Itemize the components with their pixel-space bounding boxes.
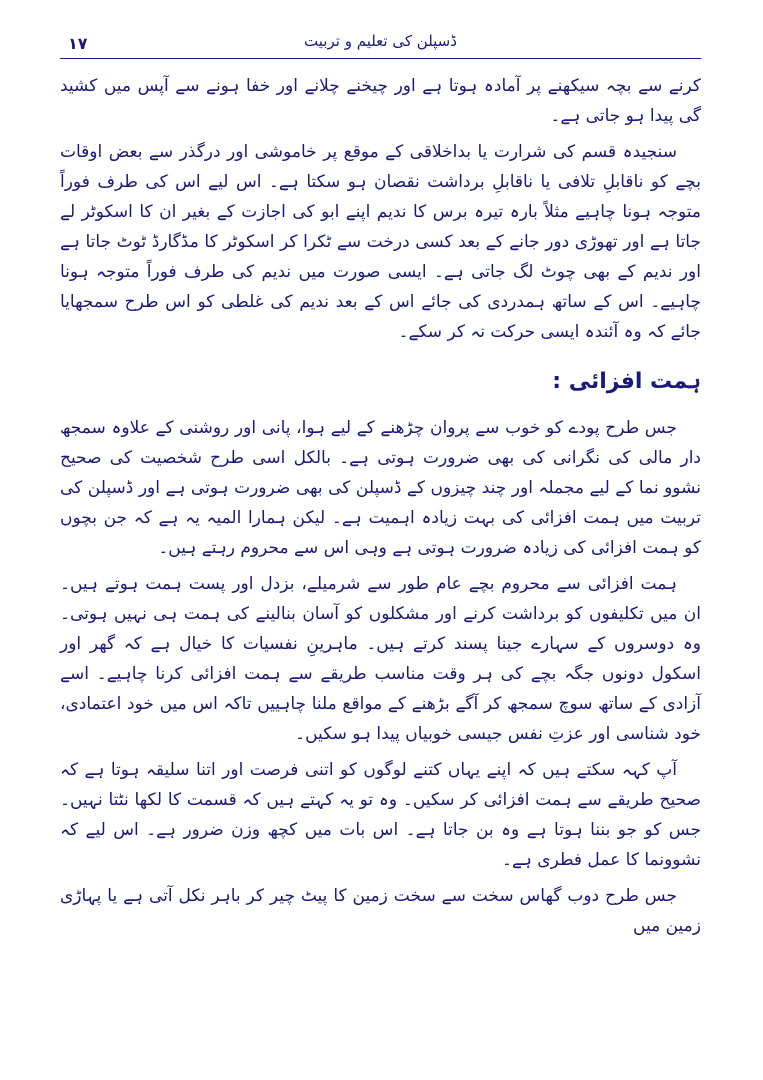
- section-heading: ہمت افزائی :: [552, 369, 701, 394]
- running-title: ڈسپلن کی تعلیم و تربیت: [304, 32, 457, 50]
- page-body: [60, 71, 701, 941]
- page-number: ١٧: [68, 34, 88, 53]
- paragraph: آپ کہہ سکتے ہیں کہ اپنے یہاں کتنے لوگوں کو اتنی فرصت اور اتنا سلیقہ ہوتا ہے کہ صحیح طریقے سے ہمت افزائی کر سکیں۔ وہ تو یہ کہتے ہیں کہ قسمت کا لکھا نٹتا نہیں۔ جس کو جو بننا ہوتا ہے وہ بن جاتا ہے۔ اس بات میں کچھ وزن ضرور ہے۔ اس لیے کہ نشوونما کا عمل فطری ہے۔: [60, 760, 701, 870]
- paragraph: سنجیدہ قسم کی شرارت یا بداخلاقی کے موقع پر خاموشی اور درگذر سے بعض اوقات بچے کو ناقابلِ تلافی یا ناقابلِ برداشت نقصان ہو سکتا ہے۔ اس لیے اس کی طرف فوراً متوجہ ہونا چاہیے مثلاً بارہ تیرہ برس کا ندیم اپنے ابو کی اجازت کے بغیر ان کا اسکوٹر لے جاتا ہے اور تھوڑی دور جانے کے بعد کسی درخت سے ٹکرا کر اسکوٹر کا مڈگارڈ ٹوٹ جاتا ہے اور ندیم کے بھی چوٹ لگ جاتی ہے۔ ایسی صورت میں ندیم کی طرف فوراً متوجہ ہونا چاہیے۔ اس کے ساتھ ہمدردی کی جائے اس کے بعد ندیم کی غلطی کو اس طرح سمجھایا جائے کہ وہ آئندہ ایسی حرکت نہ کر سکے۔: [60, 142, 701, 342]
- paragraph: ہمت افزائی سے محروم بچے عام طور سے شرمیلے، بزدل اور پست ہمت ہوتے ہیں۔ ان میں تکلیفوں کو برداشت کرنے اور مشکلوں کو آسان بنالینے کی ہمت ہی نہیں ہوتی۔ وہ دوسروں کے سہارے جینا پسند کرتے ہیں۔ ماہرینِ نفسیات کا خیال ہے کہ گھر اور اسکول دونوں جگہ بچے کی ہر وقت مناسب طریقے سے ہمت افزائی کرنا چاہیے۔ اسے آزادی کے ساتھ سوچ سمجھ کر آگے بڑھنے کے مواقع ملنا چاہییں تاکہ اس میں خود اعتمادی، خود شناسی اور عزتِ نفس جیسی خوبیاں پیدا ہو سکیں۔: [60, 574, 701, 744]
- paragraph-continued: کرنے سے بچہ سیکھنے پر آمادہ ہوتا ہے اور چیخنے چلانے اور خفا ہونے سے آپس میں کشید گی پیدا ہو جاتی ہے۔: [60, 76, 701, 126]
- page-header: [60, 28, 701, 59]
- paragraph: جس طرح پودے کو خوب سے پروان چڑھنے کے لیے ہوا، پانی اور روشنی کے علاوہ سمجھ دار مالی کی نگرانی کی بھی ضرورت ہوتی ہے۔ بالکل اسی طرح شخصیت کی صحیح نشوو نما کے لیے مجملہ اور چند چیزوں کے ڈسپلن کی بھی ضرورت ہوتی ہے اور ڈسپلن کی تربیت میں ہمت افزائی کی بہت زیادہ اہمیت ہے۔ لیکن ہمارا المیہ یہ ہے کہ جن بچوں کو ہمت افزائی کی زیادہ ضرورت ہوتی ہے وہی اس سے محروم رہتے ہیں۔: [60, 418, 701, 558]
- paragraph: جس طرح دوب گھاس سخت سے سخت زمین کا پیٹ چیر کر باہر نکل آتی ہے یا پہاڑی زمین میں: [60, 886, 701, 936]
